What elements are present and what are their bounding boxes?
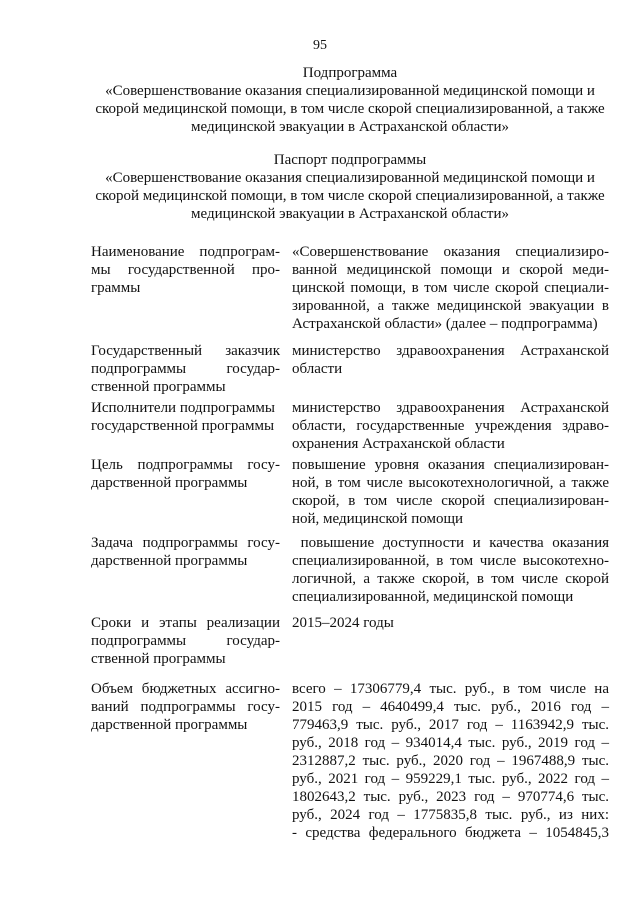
passport-title: Паспорт подпрограммы [273,152,427,168]
passport-row-value [292,243,609,333]
passport-row-label [91,614,280,668]
subprogram-name-line: медицинской эвакуации в Астраханской области» [191,119,509,135]
passport-name-line: скорой медицинской помощи, в том числе скорой специализированной, а также [95,188,605,204]
label-line: Наименование подпрограм- [91,244,280,260]
label-line: Исполнители подпрограммы [91,400,275,416]
label-line: ваний подпрограммы госу- [91,699,280,715]
passport-row-label [91,342,280,396]
value-line: повышение уровня оказания специализирован- [292,457,609,473]
value-line: руб., 2021 год – 959229,1 тыс. руб., 2022 год – [292,771,609,787]
value-line: цинской помощи, в том числе скорой специали- [292,280,609,296]
value-line: скорой, в том числе скорой специализирован- [292,493,609,509]
value-line: всего – 17306779,4 тыс. руб., в том числе на [292,681,609,697]
value-line: специализированной, в том числе высокотехно- [292,553,609,569]
subprogram-title: Подпрограмма [302,65,398,81]
label-line: Государственный заказчик [91,343,280,359]
value-line: ной, медицинской помощи [292,511,464,527]
value-line: руб., 2024 год – 1775835,8 тыс. руб., из них: [292,807,609,823]
passport-row-label [91,534,280,570]
passport-row-label [91,680,280,734]
label-line: граммы [91,280,141,296]
passport-row-value [292,456,609,528]
value-line: охранения Астраханской области [292,436,505,452]
label-line: дарственной программы [91,553,248,569]
passport-row-value [292,680,609,842]
value-line: области [292,361,343,377]
value-line: ванной медицинской помощи и скорой меди- [292,262,609,278]
passport-row-label [91,243,280,297]
value-line: зированной, а также медицинской эвакуации в [292,298,609,314]
passport-name-line: «Совершенствование оказания специализированной медицинской помощи и [105,170,595,186]
value-line: 1802643,2 тыс. руб., 2023 год – 970774,6 тыс. [292,789,609,805]
label-line: ственной программы [91,379,226,395]
value-line: 2015–2024 годы [292,615,394,631]
passport-row-value [292,399,609,453]
subprogram-name-line: скорой медицинской помощи, в том числе скорой специализированной, а также [95,101,605,117]
value-line: Астраханской области» (далее – подпрограмма) [292,316,598,332]
label-line: дарственной программы [91,717,248,733]
value-line: логичной, а также скорой, в том числе скорой [292,571,609,587]
passport-name-line: медицинской эвакуации в Астраханской области» [191,206,509,222]
value-line: 2312887,2 тыс. руб., 2020 год – 1967488,9 тыс. [292,753,609,769]
value-line: министерство здравоохранения Астраханской [292,343,609,359]
label-line: Цель подпрограммы госу- [91,457,280,473]
value-line: повышение доступности и качества оказания [292,535,609,551]
passport-row-label [91,399,280,435]
value-line: специализированной, медицинской помощи [292,589,574,605]
label-line: Сроки и этапы реализации [91,615,280,631]
label-line: подпрограммы государ- [91,361,280,377]
passport-row-value [292,534,609,606]
label-line: Задача подпрограммы госу- [91,535,280,551]
subprogram-name-line: «Совершенствование оказания специализированной медицинской помощи и [105,83,595,99]
value-line: ной, в том числе высокотехнологичной, а также [292,475,609,491]
passport-row-label [91,456,280,492]
value-line: 2015 год – 4640499,4 тыс. руб., 2016 год – [292,699,609,715]
value-line: области, государственные учреждения здраво- [292,418,609,434]
label-line: мы государственной про- [91,262,280,278]
value-line: «Совершенствование оказания специализиро- [292,244,609,260]
label-line: государственной программы [91,418,275,434]
value-line: - средства федерального бюджета – 1054845,3 [292,825,609,841]
passport-heading [60,151,640,223]
label-line: подпрограммы государ- [91,633,280,649]
passport-row-value [292,342,609,378]
label-line: Объем бюджетных ассигно- [91,681,280,697]
label-line: ственной программы [91,651,226,667]
value-line: руб., 2018 год – 934014,4 тыс. руб., 2019 год – [292,735,609,751]
label-line: дарственной программы [91,475,248,491]
value-line: 779463,9 тыс. руб., 2017 год – 1163942,9 тыс. [292,717,609,733]
passport-row-value [292,614,609,632]
page-number: 95 [313,38,327,53]
subprogram-heading [60,64,640,136]
value-line: министерство здравоохранения Астраханской [292,400,609,416]
